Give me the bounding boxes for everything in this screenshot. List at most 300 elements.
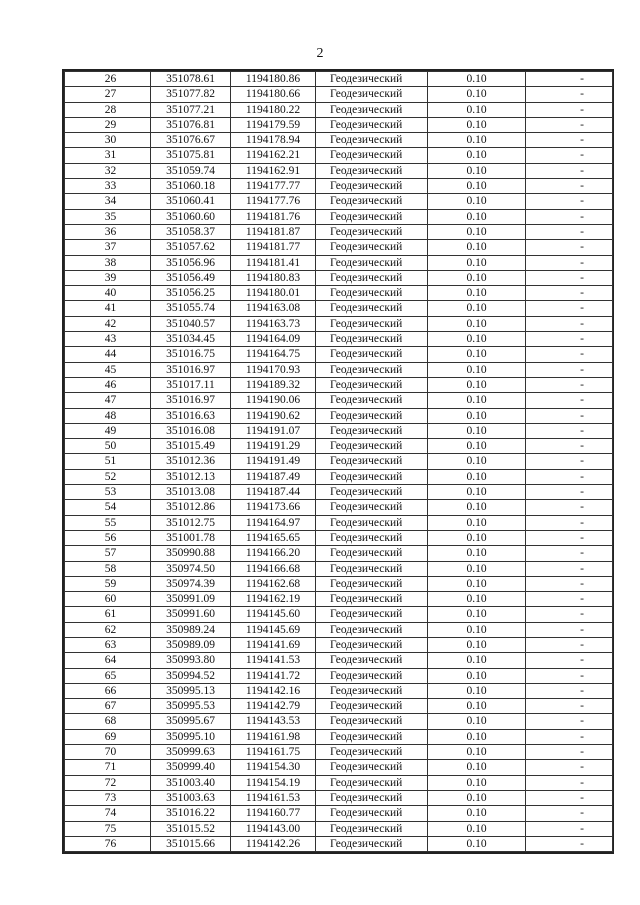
point-number-cell: 26 <box>65 72 151 87</box>
coordinates-table-container <box>62 69 614 854</box>
method-cell: Геодезический <box>316 546 428 561</box>
y-coordinate-cell: 1194191.49 <box>231 454 316 469</box>
table-row <box>65 760 613 775</box>
accuracy-cell: 0.10 <box>428 102 526 117</box>
method-cell: Геодезический <box>316 653 428 668</box>
x-coordinate-cell: 351003.40 <box>151 775 231 790</box>
accuracy-cell: 0.10 <box>428 546 526 561</box>
x-coordinate-cell: 350990.88 <box>151 546 231 561</box>
point-number-cell: 71 <box>65 760 151 775</box>
accuracy-cell: 0.10 <box>428 316 526 331</box>
point-number-cell: 38 <box>65 255 151 270</box>
table-row <box>65 72 613 87</box>
x-coordinate-cell: 351016.97 <box>151 393 231 408</box>
table-row <box>65 454 613 469</box>
y-coordinate-cell: 1194142.26 <box>231 836 316 851</box>
description-cell: - <box>526 270 613 285</box>
point-number-cell: 30 <box>65 133 151 148</box>
table-row <box>65 546 613 561</box>
description-cell: - <box>526 775 613 790</box>
description-cell: - <box>526 240 613 255</box>
accuracy-cell: 0.10 <box>428 637 526 652</box>
method-cell: Геодезический <box>316 408 428 423</box>
y-coordinate-cell: 1194180.66 <box>231 87 316 102</box>
method-cell: Геодезический <box>316 148 428 163</box>
point-number-cell: 60 <box>65 592 151 607</box>
point-number-cell: 35 <box>65 209 151 224</box>
table-row <box>65 729 613 744</box>
point-number-cell: 34 <box>65 194 151 209</box>
method-cell: Геодезический <box>316 362 428 377</box>
y-coordinate-cell: 1194154.19 <box>231 775 316 790</box>
x-coordinate-cell: 350995.53 <box>151 699 231 714</box>
point-number-cell: 53 <box>65 485 151 500</box>
table-row <box>65 194 613 209</box>
accuracy-cell: 0.10 <box>428 301 526 316</box>
table-row <box>65 469 613 484</box>
y-coordinate-cell: 1194143.00 <box>231 821 316 836</box>
y-coordinate-cell: 1194180.01 <box>231 286 316 301</box>
table-row <box>65 515 613 530</box>
x-coordinate-cell: 351017.11 <box>151 377 231 392</box>
x-coordinate-cell: 351078.61 <box>151 72 231 87</box>
point-number-cell: 63 <box>65 637 151 652</box>
x-coordinate-cell: 351016.08 <box>151 423 231 438</box>
y-coordinate-cell: 1194162.21 <box>231 148 316 163</box>
method-cell: Геодезический <box>316 102 428 117</box>
y-coordinate-cell: 1194164.97 <box>231 515 316 530</box>
method-cell: Геодезический <box>316 576 428 591</box>
description-cell: - <box>526 133 613 148</box>
method-cell: Геодезический <box>316 668 428 683</box>
accuracy-cell: 0.10 <box>428 240 526 255</box>
accuracy-cell: 0.10 <box>428 286 526 301</box>
x-coordinate-cell: 351060.60 <box>151 209 231 224</box>
point-number-cell: 52 <box>65 469 151 484</box>
accuracy-cell: 0.10 <box>428 255 526 270</box>
description-cell: - <box>526 179 613 194</box>
accuracy-cell: 0.10 <box>428 133 526 148</box>
method-cell: Геодезический <box>316 423 428 438</box>
method-cell: Геодезический <box>316 240 428 255</box>
point-number-cell: 28 <box>65 102 151 117</box>
point-number-cell: 55 <box>65 515 151 530</box>
table-row <box>65 821 613 836</box>
table-row <box>65 530 613 545</box>
x-coordinate-cell: 350989.09 <box>151 637 231 652</box>
method-cell: Геодезический <box>316 286 428 301</box>
description-cell: - <box>526 439 613 454</box>
y-coordinate-cell: 1194180.22 <box>231 102 316 117</box>
description-cell: - <box>526 546 613 561</box>
table-row <box>65 576 613 591</box>
accuracy-cell: 0.10 <box>428 194 526 209</box>
description-cell: - <box>526 699 613 714</box>
y-coordinate-cell: 1194154.30 <box>231 760 316 775</box>
y-coordinate-cell: 1194164.09 <box>231 332 316 347</box>
y-coordinate-cell: 1194180.86 <box>231 72 316 87</box>
x-coordinate-cell: 350989.24 <box>151 622 231 637</box>
description-cell: - <box>526 148 613 163</box>
description-cell: - <box>526 500 613 515</box>
y-coordinate-cell: 1194145.60 <box>231 607 316 622</box>
method-cell: Геодезический <box>316 561 428 576</box>
x-coordinate-cell: 351015.52 <box>151 821 231 836</box>
accuracy-cell: 0.10 <box>428 377 526 392</box>
point-number-cell: 40 <box>65 286 151 301</box>
x-coordinate-cell: 350991.09 <box>151 592 231 607</box>
method-cell: Геодезический <box>316 836 428 851</box>
method-cell: Геодезический <box>316 224 428 239</box>
x-coordinate-cell: 350991.60 <box>151 607 231 622</box>
y-coordinate-cell: 1194170.93 <box>231 362 316 377</box>
point-number-cell: 67 <box>65 699 151 714</box>
table-row <box>65 561 613 576</box>
method-cell: Геодезический <box>316 637 428 652</box>
method-cell: Геодезический <box>316 316 428 331</box>
y-coordinate-cell: 1194166.68 <box>231 561 316 576</box>
description-cell: - <box>526 683 613 698</box>
point-number-cell: 70 <box>65 745 151 760</box>
table-row <box>65 806 613 821</box>
table-row <box>65 362 613 377</box>
method-cell: Геодезический <box>316 179 428 194</box>
accuracy-cell: 0.10 <box>428 806 526 821</box>
description-cell: - <box>526 714 613 729</box>
y-coordinate-cell: 1194164.75 <box>231 347 316 362</box>
table-row <box>65 209 613 224</box>
method-cell: Геодезический <box>316 530 428 545</box>
method-cell: Геодезический <box>316 760 428 775</box>
accuracy-cell: 0.10 <box>428 775 526 790</box>
y-coordinate-cell: 1194143.53 <box>231 714 316 729</box>
method-cell: Геодезический <box>316 454 428 469</box>
x-coordinate-cell: 351015.66 <box>151 836 231 851</box>
method-cell: Геодезический <box>316 255 428 270</box>
point-number-cell: 76 <box>65 836 151 851</box>
x-coordinate-cell: 351056.49 <box>151 270 231 285</box>
method-cell: Геодезический <box>316 72 428 87</box>
point-number-cell: 39 <box>65 270 151 285</box>
point-number-cell: 41 <box>65 301 151 316</box>
table-row <box>65 224 613 239</box>
method-cell: Геодезический <box>316 439 428 454</box>
point-number-cell: 58 <box>65 561 151 576</box>
method-cell: Геодезический <box>316 469 428 484</box>
accuracy-cell: 0.10 <box>428 576 526 591</box>
accuracy-cell: 0.10 <box>428 148 526 163</box>
accuracy-cell: 0.10 <box>428 622 526 637</box>
x-coordinate-cell: 351060.41 <box>151 194 231 209</box>
description-cell: - <box>526 209 613 224</box>
method-cell: Геодезический <box>316 301 428 316</box>
point-number-cell: 65 <box>65 668 151 683</box>
table-row <box>65 117 613 132</box>
method-cell: Геодезический <box>316 332 428 347</box>
table-row <box>65 592 613 607</box>
description-cell: - <box>526 423 613 438</box>
description-cell: - <box>526 729 613 744</box>
method-cell: Геодезический <box>316 699 428 714</box>
point-number-cell: 74 <box>65 806 151 821</box>
method-cell: Геодезический <box>316 714 428 729</box>
table-row <box>65 377 613 392</box>
accuracy-cell: 0.10 <box>428 439 526 454</box>
y-coordinate-cell: 1194189.32 <box>231 377 316 392</box>
x-coordinate-cell: 351015.49 <box>151 439 231 454</box>
accuracy-cell: 0.10 <box>428 729 526 744</box>
description-cell: - <box>526 760 613 775</box>
y-coordinate-cell: 1194191.29 <box>231 439 316 454</box>
x-coordinate-cell: 350995.67 <box>151 714 231 729</box>
accuracy-cell: 0.10 <box>428 117 526 132</box>
description-cell: - <box>526 622 613 637</box>
description-cell: - <box>526 377 613 392</box>
y-coordinate-cell: 1194181.77 <box>231 240 316 255</box>
description-cell: - <box>526 561 613 576</box>
description-cell: - <box>526 454 613 469</box>
y-coordinate-cell: 1194142.16 <box>231 683 316 698</box>
y-coordinate-cell: 1194190.62 <box>231 408 316 423</box>
y-coordinate-cell: 1194180.83 <box>231 270 316 285</box>
x-coordinate-cell: 351076.81 <box>151 117 231 132</box>
point-number-cell: 31 <box>65 148 151 163</box>
description-cell: - <box>526 117 613 132</box>
x-coordinate-cell: 351075.81 <box>151 148 231 163</box>
description-cell: - <box>526 316 613 331</box>
x-coordinate-cell: 350994.52 <box>151 668 231 683</box>
accuracy-cell: 0.10 <box>428 270 526 285</box>
x-coordinate-cell: 351059.74 <box>151 163 231 178</box>
x-coordinate-cell: 351076.67 <box>151 133 231 148</box>
point-number-cell: 62 <box>65 622 151 637</box>
description-cell: - <box>526 576 613 591</box>
point-number-cell: 47 <box>65 393 151 408</box>
table-row <box>65 622 613 637</box>
y-coordinate-cell: 1194162.19 <box>231 592 316 607</box>
accuracy-cell: 0.10 <box>428 836 526 851</box>
x-coordinate-cell: 350999.63 <box>151 745 231 760</box>
table-row <box>65 500 613 515</box>
table-row <box>65 745 613 760</box>
method-cell: Геодезический <box>316 500 428 515</box>
point-number-cell: 27 <box>65 87 151 102</box>
description-cell: - <box>526 745 613 760</box>
table-row <box>65 408 613 423</box>
description-cell: - <box>526 102 613 117</box>
method-cell: Геодезический <box>316 622 428 637</box>
table-row <box>65 255 613 270</box>
description-cell: - <box>526 286 613 301</box>
accuracy-cell: 0.10 <box>428 607 526 622</box>
method-cell: Геодезический <box>316 377 428 392</box>
method-cell: Геодезический <box>316 347 428 362</box>
table-row <box>65 668 613 683</box>
accuracy-cell: 0.10 <box>428 454 526 469</box>
table-row <box>65 301 613 316</box>
description-cell: - <box>526 836 613 851</box>
y-coordinate-cell: 1194177.77 <box>231 179 316 194</box>
method-cell: Геодезический <box>316 607 428 622</box>
accuracy-cell: 0.10 <box>428 469 526 484</box>
table-row <box>65 240 613 255</box>
description-cell: - <box>526 163 613 178</box>
accuracy-cell: 0.10 <box>428 530 526 545</box>
description-cell: - <box>526 255 613 270</box>
point-number-cell: 69 <box>65 729 151 744</box>
point-number-cell: 51 <box>65 454 151 469</box>
method-cell: Геодезический <box>316 163 428 178</box>
point-number-cell: 54 <box>65 500 151 515</box>
description-cell: - <box>526 87 613 102</box>
accuracy-cell: 0.10 <box>428 87 526 102</box>
x-coordinate-cell: 350974.50 <box>151 561 231 576</box>
table-row <box>65 102 613 117</box>
accuracy-cell: 0.10 <box>428 72 526 87</box>
point-number-cell: 44 <box>65 347 151 362</box>
accuracy-cell: 0.10 <box>428 653 526 668</box>
y-coordinate-cell: 1194165.65 <box>231 530 316 545</box>
x-coordinate-cell: 351055.74 <box>151 301 231 316</box>
y-coordinate-cell: 1194181.87 <box>231 224 316 239</box>
y-coordinate-cell: 1194161.53 <box>231 790 316 805</box>
accuracy-cell: 0.10 <box>428 500 526 515</box>
coordinates-table-body <box>65 72 613 852</box>
y-coordinate-cell: 1194177.76 <box>231 194 316 209</box>
page-number: 2 <box>316 46 324 61</box>
y-coordinate-cell: 1194145.69 <box>231 622 316 637</box>
x-coordinate-cell: 351034.45 <box>151 332 231 347</box>
x-coordinate-cell: 351060.18 <box>151 179 231 194</box>
accuracy-cell: 0.10 <box>428 209 526 224</box>
table-row <box>65 393 613 408</box>
point-number-cell: 29 <box>65 117 151 132</box>
y-coordinate-cell: 1194162.68 <box>231 576 316 591</box>
x-coordinate-cell: 350993.80 <box>151 653 231 668</box>
method-cell: Геодезический <box>316 515 428 530</box>
table-row <box>65 316 613 331</box>
description-cell: - <box>526 653 613 668</box>
point-number-cell: 42 <box>65 316 151 331</box>
point-number-cell: 75 <box>65 821 151 836</box>
table-row <box>65 775 613 790</box>
table-row <box>65 133 613 148</box>
table-row <box>65 637 613 652</box>
description-cell: - <box>526 515 613 530</box>
point-number-cell: 32 <box>65 163 151 178</box>
x-coordinate-cell: 351016.97 <box>151 362 231 377</box>
point-number-cell: 43 <box>65 332 151 347</box>
accuracy-cell: 0.10 <box>428 699 526 714</box>
accuracy-cell: 0.10 <box>428 683 526 698</box>
y-coordinate-cell: 1194142.79 <box>231 699 316 714</box>
x-coordinate-cell: 351077.82 <box>151 87 231 102</box>
accuracy-cell: 0.10 <box>428 760 526 775</box>
x-coordinate-cell: 351057.62 <box>151 240 231 255</box>
x-coordinate-cell: 351056.96 <box>151 255 231 270</box>
description-cell: - <box>526 332 613 347</box>
x-coordinate-cell: 351058.37 <box>151 224 231 239</box>
method-cell: Геодезический <box>316 209 428 224</box>
accuracy-cell: 0.10 <box>428 668 526 683</box>
accuracy-cell: 0.10 <box>428 714 526 729</box>
coordinates-table <box>64 71 613 852</box>
point-number-cell: 59 <box>65 576 151 591</box>
y-coordinate-cell: 1194166.20 <box>231 546 316 561</box>
table-row <box>65 683 613 698</box>
description-cell: - <box>526 301 613 316</box>
method-cell: Геодезический <box>316 485 428 500</box>
method-cell: Геодезический <box>316 194 428 209</box>
y-coordinate-cell: 1194173.66 <box>231 500 316 515</box>
y-coordinate-cell: 1194161.98 <box>231 729 316 744</box>
x-coordinate-cell: 350999.40 <box>151 760 231 775</box>
y-coordinate-cell: 1194191.07 <box>231 423 316 438</box>
accuracy-cell: 0.10 <box>428 408 526 423</box>
description-cell: - <box>526 637 613 652</box>
description-cell: - <box>526 224 613 239</box>
y-coordinate-cell: 1194181.41 <box>231 255 316 270</box>
table-row <box>65 790 613 805</box>
x-coordinate-cell: 351012.36 <box>151 454 231 469</box>
table-row <box>65 347 613 362</box>
method-cell: Геодезический <box>316 806 428 821</box>
point-number-cell: 50 <box>65 439 151 454</box>
table-row <box>65 87 613 102</box>
x-coordinate-cell: 351003.63 <box>151 790 231 805</box>
point-number-cell: 56 <box>65 530 151 545</box>
point-number-cell: 46 <box>65 377 151 392</box>
x-coordinate-cell: 351012.13 <box>151 469 231 484</box>
method-cell: Геодезический <box>316 270 428 285</box>
y-coordinate-cell: 1194141.53 <box>231 653 316 668</box>
method-cell: Геодезический <box>316 117 428 132</box>
table-row <box>65 485 613 500</box>
x-coordinate-cell: 350974.39 <box>151 576 231 591</box>
accuracy-cell: 0.10 <box>428 485 526 500</box>
accuracy-cell: 0.10 <box>428 592 526 607</box>
table-row <box>65 270 613 285</box>
y-coordinate-cell: 1194187.44 <box>231 485 316 500</box>
point-number-cell: 72 <box>65 775 151 790</box>
method-cell: Геодезический <box>316 775 428 790</box>
table-row <box>65 653 613 668</box>
table-row <box>65 332 613 347</box>
y-coordinate-cell: 1194178.94 <box>231 133 316 148</box>
point-number-cell: 37 <box>65 240 151 255</box>
table-row <box>65 836 613 851</box>
point-number-cell: 57 <box>65 546 151 561</box>
accuracy-cell: 0.10 <box>428 163 526 178</box>
method-cell: Геодезический <box>316 87 428 102</box>
x-coordinate-cell: 350995.10 <box>151 729 231 744</box>
accuracy-cell: 0.10 <box>428 179 526 194</box>
y-coordinate-cell: 1194161.75 <box>231 745 316 760</box>
point-number-cell: 33 <box>65 179 151 194</box>
y-coordinate-cell: 1194190.06 <box>231 393 316 408</box>
table-row <box>65 439 613 454</box>
description-cell: - <box>526 530 613 545</box>
x-coordinate-cell: 351016.75 <box>151 347 231 362</box>
point-number-cell: 73 <box>65 790 151 805</box>
accuracy-cell: 0.10 <box>428 515 526 530</box>
description-cell: - <box>526 668 613 683</box>
description-cell: - <box>526 607 613 622</box>
x-coordinate-cell: 351012.86 <box>151 500 231 515</box>
accuracy-cell: 0.10 <box>428 423 526 438</box>
description-cell: - <box>526 393 613 408</box>
method-cell: Геодезический <box>316 729 428 744</box>
